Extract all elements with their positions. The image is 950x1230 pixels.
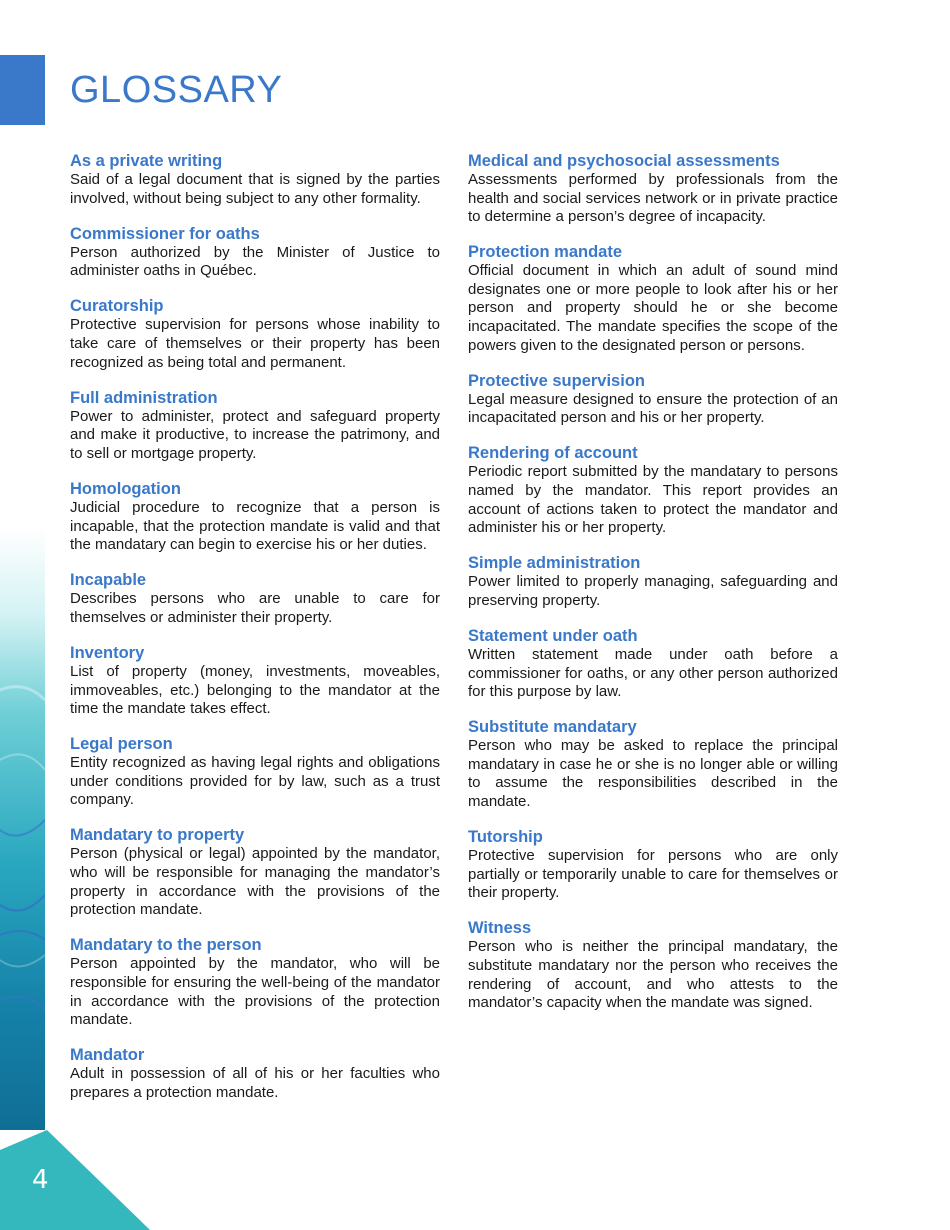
glossary-entry [468,627,838,702]
glossary-term: Tutorship [468,828,543,847]
glossary-term: Protective supervision [468,371,645,390]
glossary-term: Curatorship [70,297,164,316]
page-number: 4 [32,1165,49,1195]
glossary-entry [468,444,838,537]
glossary-left-column [70,152,440,1119]
glossary-term: As a private writing [70,152,223,170]
glossary-entry [70,571,440,627]
glossary-definition: Entity recognized as having legal rights and obligations under conditions provided for by law, such as a trust company. [70,754,440,809]
glossary-entry [468,919,838,1012]
glossary-definition: Describes persons who are unable to care for themselves or administer their property. [70,590,440,626]
glossary-entry [468,718,838,811]
glossary-definition: Written statement made under oath before a commissioner for oaths, or any other person authorized for this purpose by law. [468,646,838,701]
glossary-definition: Person who may be asked to replace the principal mandatary in case he or she is no longer able or willing to assume the responsibilities described in the mandate. [468,737,838,811]
glossary-entry [70,644,440,719]
glossary-definition: Assessments performed by professionals from the health and social services network or in private practice to determine a person’s degree of incapacity. [468,171,838,226]
glossary-definition: Legal measure designed to ensure the protection of an incapacitated person and his or her property. [468,390,838,427]
glossary-definition: Judicial procedure to recognize that a person is incapable, that the protection mandate is valid and that the mandatary can begin to exercise his or her duties. [70,498,440,554]
glossary-entry [70,480,440,555]
glossary-term: Mandatary to property [70,826,245,845]
glossary-definition: Adult in possession of all of his or her faculties who prepares a protection mandate. [70,1065,440,1101]
glossary-entry [70,1046,440,1102]
decorative-side-band [0,0,45,1230]
glossary-term: Witness [468,919,532,938]
glossary-entry [468,828,838,903]
glossary-term: Commissioner for oaths [70,224,260,243]
glossary-definition: Power to administer, protect and safeguard property and make it productive, to increase the patrimony, and to sell or mortgage property. [70,407,440,462]
glossary-definition: Power limited to properly managing, safeguarding and preserving property. [468,573,838,609]
glossary-entry [468,243,838,355]
glossary-entry [70,297,440,372]
glossary-entry [468,554,838,610]
glossary-entry [70,826,440,919]
glossary-entry [70,389,440,464]
corner-triangle-decoration [0,1130,150,1230]
glossary-entry [70,152,440,208]
glossary-term: Incapable [70,571,147,590]
title-accent-block [0,55,45,125]
glossary-term: Statement under oath [468,627,638,645]
glossary-term: Full administration [70,388,218,407]
glossary-definition: Person who is neither the principal mandatary, the substitute mandatary nor the person who receives the rendering of account, and who attests to the mandator’s capacity when the mandate was signed. [468,938,838,1012]
glossary-definition: Person (physical or legal) appointed by the mandator, who will be responsible for managing the mandator’s property in accordance with the provisions of the protection mandate. [70,845,440,919]
glossary-definition: Periodic report submitted by the mandatary to persons named by the mandator. This report provides an account of actions taken to protect the mandator and administer his or her property. [468,463,838,537]
glossary-definition: Said of a legal document that is signed by the parties involved, without being subject to any other formality. [70,171,440,207]
glossary-entry [468,152,838,227]
glossary-entry [70,735,440,810]
glossary-term: Substitute mandatary [468,718,637,737]
glossary-term: Homologation [70,479,181,498]
glossary-entry [70,936,440,1029]
glossary-term: Rendering of account [468,444,638,463]
glossary-term: Protection mandate [468,243,623,262]
glossary-term: Simple administration [468,554,641,573]
glossary-definition: List of property (money, investments, moveables, immoveables, etc.) belonging to the mandator at the time the mandate takes effect. [70,662,440,718]
glossary-term: Medical and psychosocial assessments [468,152,780,170]
glossary-term: Inventory [70,643,145,662]
glossary-term: Legal person [70,735,173,754]
page-title: GLOSSARY [70,69,283,111]
glossary-entry [70,225,440,281]
glossary-term: Mandatary to the person [70,936,262,955]
glossary-definition: Official document in which an adult of sound mind designates one or more people to look after his or her person and property should he or she become incapacitated. The mandate specifies the scope of the powers given to the designated person or persons. [468,262,838,354]
glossary-definition: Person appointed by the mandator, who will be responsible for ensuring the well-being of the mandator in accordance with the provisions of the protection mandate. [70,955,440,1029]
glossary-entry [468,372,838,428]
glossary-definition: Protective supervision for persons who are only partially or temporarily unable to care for themselves or their property. [468,847,838,902]
glossary-definition: Protective supervision for persons whose inability to take care of themselves or their property has been recognized as being total and permanent. [70,316,440,371]
glossary-right-column [468,152,838,1029]
glossary-definition: Person authorized by the Minister of Justice to administer oaths in Québec. [70,243,440,280]
glossary-term: Mandator [70,1046,145,1065]
